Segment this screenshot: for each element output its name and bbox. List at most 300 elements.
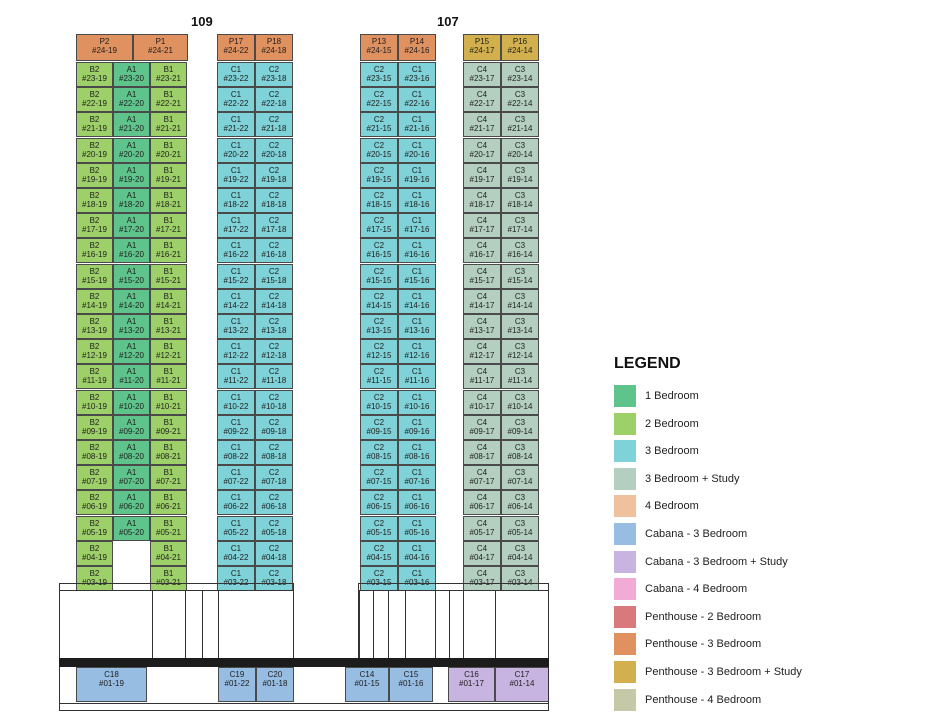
unit-type-code: C2 (373, 191, 385, 200)
typical-unit (150, 289, 187, 314)
typical-unit (217, 440, 255, 465)
unit-number: #07-20 (119, 477, 144, 486)
unit-type-code: B2 (89, 241, 100, 250)
typical-unit (255, 213, 293, 238)
typical-unit (113, 188, 150, 213)
typical-unit (255, 264, 293, 289)
unit-type-code: C4 (476, 493, 488, 502)
typical-unit (76, 390, 113, 415)
unit-number: #03-21 (156, 578, 181, 587)
typical-unit (360, 213, 398, 238)
unit-type-code: A1 (126, 342, 137, 351)
unit-type-code: C3 (514, 443, 526, 452)
unit-number: #22-21 (156, 99, 181, 108)
typical-unit (360, 339, 398, 364)
unit-number: #23-21 (156, 74, 181, 83)
unit-type-code: B2 (89, 141, 100, 150)
typical-unit (360, 138, 398, 163)
unit-type-code: C2 (268, 569, 280, 578)
legend-label: 1 Bedroom (645, 390, 699, 402)
typical-unit (360, 289, 398, 314)
unit-number: #07-16 (404, 477, 430, 486)
unit-number: #16-14 (507, 250, 533, 259)
typical-unit (398, 390, 436, 415)
unit-number: #14-19 (82, 301, 107, 310)
unit-type-code: B1 (163, 292, 174, 301)
unit-type-code: A1 (126, 241, 137, 250)
unit-number: #20-22 (223, 150, 249, 159)
penthouse-unit (76, 34, 133, 61)
unit-number: #11-18 (261, 376, 287, 385)
unit-type-code: B2 (89, 493, 100, 502)
unit-type-code: A1 (126, 216, 137, 225)
typical-unit (463, 339, 501, 364)
typical-unit (113, 516, 150, 541)
unit-number: #13-20 (119, 326, 144, 335)
unit-type-code: C2 (268, 166, 280, 175)
unit-type-code: C1 (230, 292, 242, 301)
ground-line (59, 703, 549, 704)
unit-number: #01-19 (99, 679, 124, 688)
typical-unit (255, 112, 293, 137)
penthouse-unit (398, 34, 436, 61)
typical-unit (150, 490, 187, 515)
typical-unit (113, 87, 150, 112)
unit-type-code: C1 (411, 191, 423, 200)
unit-number: #16-21 (156, 250, 181, 259)
unit-number: #03-17 (469, 578, 495, 587)
unit-type-code: C2 (373, 493, 385, 502)
unit-number: #03-19 (82, 578, 107, 587)
typical-unit (398, 541, 436, 566)
unit-type-code: C1 (411, 216, 423, 225)
unit-number: #07-19 (82, 477, 107, 486)
typical-unit (501, 213, 539, 238)
typical-unit (398, 163, 436, 188)
penthouse-unit (255, 34, 293, 61)
unit-number: #21-21 (156, 124, 181, 133)
unit-type-code: C2 (373, 166, 385, 175)
unit-type-code: C2 (268, 292, 280, 301)
unit-number: #03-22 (223, 578, 249, 587)
unit-type-code: C1 (411, 115, 423, 124)
typical-unit (255, 541, 293, 566)
unit-type-code: C4 (476, 267, 488, 276)
unit-type-code: A1 (126, 418, 137, 427)
unit-number: #09-17 (469, 427, 495, 436)
unit-type-code: C1 (411, 90, 423, 99)
legend-label: Penthouse - 2 Bedroom (645, 610, 762, 623)
typical-unit (150, 465, 187, 490)
typical-unit (217, 339, 255, 364)
unit-number: #19-20 (119, 175, 144, 184)
unit-number: #08-21 (156, 452, 181, 461)
unit-type-code: B2 (89, 393, 100, 402)
unit-type-code: C1 (230, 443, 242, 452)
unit-number: #08-18 (261, 452, 287, 461)
unit-number: #13-16 (404, 326, 430, 335)
unit-number: #13-18 (261, 326, 287, 335)
unit-type-code: C3 (514, 292, 526, 301)
typical-unit (76, 112, 113, 137)
typical-unit (501, 188, 539, 213)
typical-unit (113, 213, 150, 238)
unit-type-code: C4 (476, 166, 488, 175)
unit-number: #23-17 (469, 74, 495, 83)
unit-number: #24-19 (92, 46, 117, 55)
unit-number: #19-17 (469, 175, 495, 184)
unit-type-code: C1 (230, 418, 242, 427)
unit-number: #14-20 (119, 301, 144, 310)
unit-number: #05-14 (507, 528, 533, 537)
unit-number: #11-16 (404, 376, 430, 385)
unit-type-code: C2 (268, 443, 280, 452)
unit-type-code: C1 (230, 166, 242, 175)
typical-unit (501, 62, 539, 87)
podium-divider (293, 591, 294, 658)
unit-type-code: C2 (268, 90, 280, 99)
unit-type-code: C20 (267, 670, 283, 679)
unit-type-code: C4 (476, 216, 488, 225)
unit-number: #08-20 (119, 452, 144, 461)
typical-unit (76, 314, 113, 339)
unit-type-code: A1 (126, 115, 137, 124)
unit-type-code: A1 (126, 267, 137, 276)
unit-number: #17-22 (223, 225, 249, 234)
unit-number: #10-16 (404, 402, 430, 411)
unit-type-code: C1 (230, 519, 242, 528)
typical-unit (463, 390, 501, 415)
unit-type-code: B2 (89, 166, 100, 175)
typical-unit (398, 238, 436, 263)
typical-unit (463, 415, 501, 440)
typical-unit (360, 516, 398, 541)
unit-type-code: C3 (514, 216, 526, 225)
typical-unit (113, 440, 150, 465)
unit-number: #21-18 (261, 124, 287, 133)
typical-unit (150, 213, 187, 238)
unit-type-code: C18 (104, 670, 119, 679)
unit-type-code: C3 (514, 115, 526, 124)
unit-number: #21-16 (404, 124, 430, 133)
unit-number: #14-15 (366, 301, 392, 310)
unit-number: #12-19 (82, 351, 107, 360)
podium-divider (218, 591, 219, 658)
unit-number: #04-21 (156, 553, 181, 562)
unit-type-code: A1 (126, 367, 137, 376)
unit-number: #09-14 (507, 427, 533, 436)
unit-type-code: C2 (373, 292, 385, 301)
unit-number: #16-20 (119, 250, 144, 259)
typical-unit (76, 138, 113, 163)
typical-unit (463, 138, 501, 163)
unit-number: #23-16 (404, 74, 430, 83)
unit-type-code: C4 (476, 342, 488, 351)
unit-number: #14-22 (223, 301, 249, 310)
legend-swatch (614, 661, 636, 683)
unit-number: #08-22 (223, 452, 249, 461)
unit-type-code: C1 (230, 241, 242, 250)
podium-divider (359, 591, 360, 658)
unit-number: #12-17 (469, 351, 495, 360)
unit-number: #07-14 (507, 477, 533, 486)
legend-swatch (614, 578, 636, 600)
unit-number: #08-14 (507, 452, 533, 461)
unit-type-code: C1 (411, 519, 423, 528)
unit-number: #17-16 (404, 225, 430, 234)
unit-type-code: C2 (268, 267, 280, 276)
unit-type-code: C1 (411, 544, 423, 553)
unit-type-code: C1 (230, 468, 242, 477)
unit-type-code: C2 (373, 90, 385, 99)
typical-unit (150, 314, 187, 339)
unit-type-code: C2 (268, 468, 280, 477)
unit-type-code: C2 (373, 65, 385, 74)
unit-number: #07-17 (469, 477, 495, 486)
unit-type-code: B1 (163, 166, 174, 175)
unit-type-code: P18 (266, 37, 282, 46)
unit-number: #20-14 (507, 150, 533, 159)
typical-unit (150, 415, 187, 440)
unit-type-code: B2 (89, 569, 100, 578)
unit-number: #18-16 (404, 200, 430, 209)
typical-unit (113, 465, 150, 490)
typical-unit (463, 314, 501, 339)
unit-type-code: C2 (268, 115, 280, 124)
unit-number: #22-22 (223, 99, 249, 108)
typical-unit (113, 264, 150, 289)
typical-unit (150, 62, 187, 87)
unit-number: #22-20 (119, 99, 144, 108)
typical-unit (255, 390, 293, 415)
unit-type-code: C4 (476, 90, 488, 99)
typical-unit (76, 541, 113, 566)
unit-number: #12-15 (366, 351, 392, 360)
unit-type-code: C4 (476, 65, 488, 74)
unit-number: #09-16 (404, 427, 430, 436)
unit-type-code: B1 (163, 115, 174, 124)
unit-number: #15-18 (261, 276, 287, 285)
unit-type-code: C2 (373, 569, 385, 578)
typical-unit (463, 213, 501, 238)
unit-number: #22-18 (261, 99, 287, 108)
unit-number: #15-19 (82, 276, 107, 285)
unit-number: #18-19 (82, 200, 107, 209)
unit-type-code: C3 (514, 393, 526, 402)
unit-number: #06-20 (119, 502, 144, 511)
unit-type-code: C2 (268, 317, 280, 326)
typical-unit (398, 289, 436, 314)
unit-number: #21-15 (366, 124, 392, 133)
typical-unit (217, 364, 255, 389)
unit-number: #23-19 (82, 74, 107, 83)
unit-number: #16-15 (366, 250, 392, 259)
unit-type-code: C1 (230, 367, 242, 376)
unit-number: #19-21 (156, 175, 181, 184)
typical-unit (76, 490, 113, 515)
unit-number: #03-16 (404, 578, 430, 587)
unit-number: #17-14 (507, 225, 533, 234)
unit-type-code: C2 (268, 191, 280, 200)
unit-number: #22-19 (82, 99, 107, 108)
unit-number: #03-15 (366, 578, 392, 587)
podium-divider (405, 591, 406, 658)
unit-type-code: C4 (476, 141, 488, 150)
legend-label: Penthouse - 3 Bedroom + Study (645, 666, 802, 678)
typical-unit (255, 339, 293, 364)
unit-number: #01-22 (224, 679, 250, 688)
podium-divider (435, 591, 436, 658)
unit-type-code: C1 (411, 468, 423, 477)
unit-type-code: C2 (373, 267, 385, 276)
penthouse-unit (217, 34, 255, 61)
unit-type-code: C2 (373, 241, 385, 250)
unit-number: #06-22 (223, 502, 249, 511)
unit-number: #24-18 (261, 46, 287, 55)
unit-number: #24-16 (404, 46, 430, 55)
unit-type-code: C3 (514, 65, 526, 74)
typical-unit (76, 238, 113, 263)
unit-number: #11-15 (366, 376, 392, 385)
unit-type-code: C3 (514, 141, 526, 150)
typical-unit (217, 112, 255, 137)
typical-unit (255, 238, 293, 263)
unit-number: #18-17 (469, 200, 495, 209)
unit-type-code: C4 (476, 544, 488, 553)
typical-unit (501, 314, 539, 339)
typical-unit (360, 465, 398, 490)
typical-unit (255, 465, 293, 490)
unit-type-code: C2 (268, 418, 280, 427)
unit-number: #16-22 (223, 250, 249, 259)
unit-number: #06-21 (156, 502, 181, 511)
legend-label: Penthouse - 4 Bedroom (645, 693, 762, 706)
unit-number: #04-18 (261, 553, 287, 562)
typical-unit (360, 440, 398, 465)
unit-type-code: A1 (126, 141, 137, 150)
unit-number: #05-22 (223, 528, 249, 537)
unit-type-code: C14 (359, 670, 375, 679)
unit-number: #04-15 (366, 553, 392, 562)
unit-type-code: C2 (268, 241, 280, 250)
unit-type-code: C2 (373, 544, 385, 553)
unit-number: #23-22 (223, 74, 249, 83)
unit-type-code: A1 (126, 90, 137, 99)
unit-type-code: C1 (230, 393, 242, 402)
unit-number: #04-17 (469, 553, 495, 562)
unit-type-code: B1 (163, 519, 174, 528)
unit-type-code: C2 (373, 342, 385, 351)
typical-unit (463, 188, 501, 213)
podium-divider (202, 591, 203, 658)
unit-type-code: C2 (373, 468, 385, 477)
unit-number: #20-20 (119, 150, 144, 159)
unit-number: #12-20 (119, 351, 144, 360)
unit-type-code: C2 (268, 342, 280, 351)
unit-number: #24-15 (366, 46, 392, 55)
unit-number: #15-22 (223, 276, 249, 285)
typical-unit (113, 62, 150, 87)
unit-type-code: B1 (163, 65, 174, 74)
typical-unit (360, 264, 398, 289)
unit-number: #20-17 (469, 150, 495, 159)
unit-number: #07-22 (223, 477, 249, 486)
typical-unit (463, 163, 501, 188)
unit-number: #16-19 (82, 250, 107, 259)
unit-type-code: C1 (411, 292, 423, 301)
unit-type-code: C2 (268, 367, 280, 376)
podium-divider (185, 591, 186, 658)
unit-number: #14-17 (469, 301, 495, 310)
typical-unit (150, 112, 187, 137)
unit-type-code: B2 (89, 267, 100, 276)
typical-unit (217, 314, 255, 339)
typical-unit (398, 465, 436, 490)
typical-unit (113, 390, 150, 415)
unit-number: #14-18 (261, 301, 287, 310)
unit-type-code: A1 (126, 443, 137, 452)
unit-number: #11-14 (507, 376, 533, 385)
unit-type-code: B1 (163, 569, 174, 578)
unit-type-code: C3 (514, 493, 526, 502)
typical-unit (76, 213, 113, 238)
unit-number: #20-16 (404, 150, 430, 159)
unit-number: #17-19 (82, 225, 107, 234)
unit-number: #06-17 (469, 502, 495, 511)
typical-unit (217, 390, 255, 415)
unit-number: #13-19 (82, 326, 107, 335)
unit-type-code: A1 (126, 65, 137, 74)
unit-type-code: C1 (411, 493, 423, 502)
typical-unit (76, 516, 113, 541)
typical-unit (255, 138, 293, 163)
typical-unit (255, 440, 293, 465)
unit-type-code: A1 (126, 393, 137, 402)
typical-unit (255, 415, 293, 440)
unit-number: #07-21 (156, 477, 181, 486)
unit-number: #06-15 (366, 502, 392, 511)
unit-type-code: C2 (268, 519, 280, 528)
legend-label: Cabana - 3 Bedroom + Study (645, 555, 788, 568)
typical-unit (76, 465, 113, 490)
unit-type-code: C1 (230, 65, 242, 74)
unit-number: #19-15 (366, 175, 392, 184)
typical-unit (113, 163, 150, 188)
unit-number: #05-15 (366, 528, 392, 537)
typical-unit (501, 264, 539, 289)
unit-number: #07-15 (366, 477, 392, 486)
unit-number: #10-20 (119, 402, 144, 411)
unit-type-code: C1 (230, 544, 242, 553)
typical-unit (150, 138, 187, 163)
typical-unit (113, 339, 150, 364)
typical-unit (255, 87, 293, 112)
unit-type-code: C1 (230, 493, 242, 502)
unit-type-code: B1 (163, 443, 174, 452)
typical-unit (150, 264, 187, 289)
unit-number: #15-17 (469, 276, 495, 285)
unit-type-code: C4 (476, 418, 488, 427)
unit-number: #05-17 (469, 528, 495, 537)
typical-unit (360, 364, 398, 389)
typical-unit (501, 112, 539, 137)
legend-swatch (614, 689, 636, 711)
unit-type-code: A1 (126, 166, 137, 175)
unit-type-code: C15 (403, 670, 419, 679)
unit-type-code: C1 (411, 317, 423, 326)
unit-type-code: C1 (230, 90, 242, 99)
unit-type-code: C16 (464, 670, 479, 679)
